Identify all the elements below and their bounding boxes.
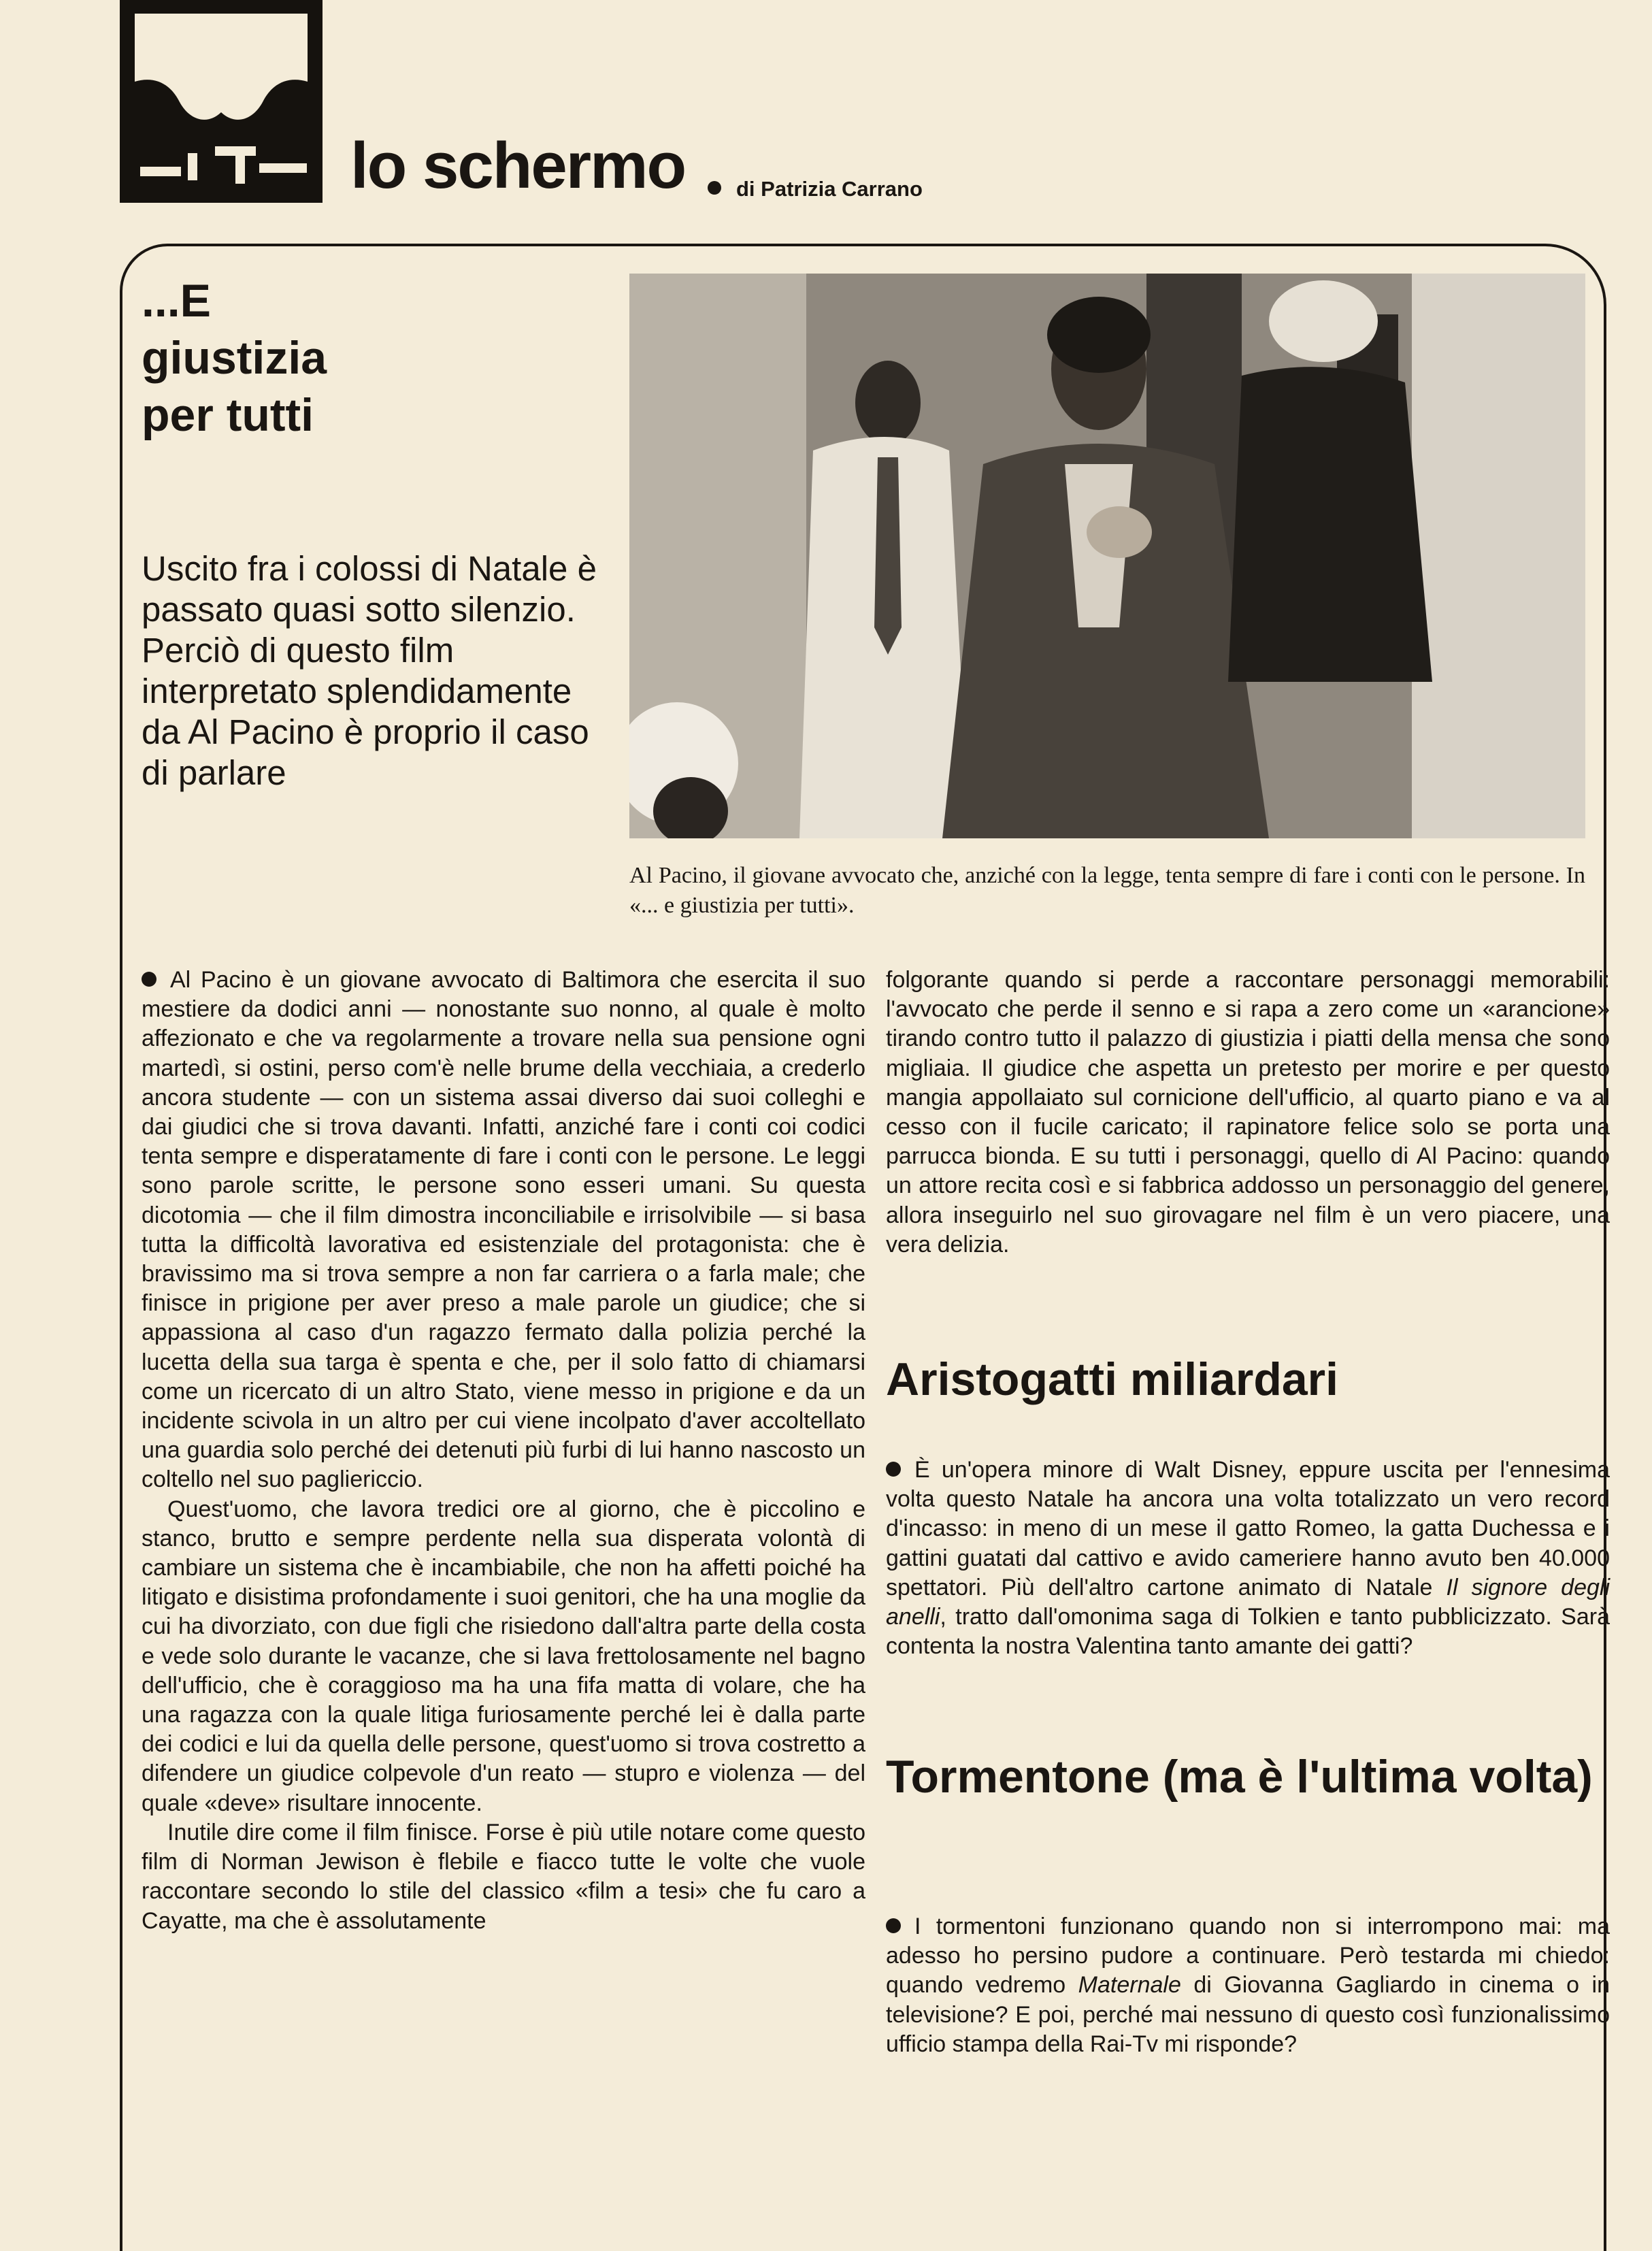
article2-text: , tratto dall'omonima saga di Tolkien e tanto pubblicizzato. Sarà contenta la nostra Valentina tanto amante dei gatti? bbox=[886, 1604, 1610, 1660]
headline-line: ...E bbox=[142, 275, 212, 327]
byline-text: di Patrizia Carrano bbox=[736, 177, 923, 201]
article-paragraph: folgorante quando si perde a raccontare personaggi memorabili: l'avvocato che perde il senno e si rapa a zero come un «arancione» tirando contro tutto il palazzo di giustizia i piatti della mensa che sono migliaia. Il giudice che aspetta un pretesto per morire e per questo mangia appollaiato sul cornicione dell'ufficio, al quarto piano e va al cesso con il fucile caricato; il rapinatore felice solo se porta una parrucca bionda. E su tutti i personaggi, quello di Al Pacino: quando un attore recita così e si fabbrica addosso un personaggio del genere, allora inseguirlo nel suo girovagare nel film è un vero piacere, una vera delizia. bbox=[886, 967, 1610, 1258]
film-still-photo bbox=[629, 274, 1585, 838]
article2-italic: Il signore degli anelli bbox=[886, 1574, 1610, 1630]
article-paragraph bbox=[142, 966, 865, 1495]
bullet-icon bbox=[142, 972, 156, 987]
article2-body bbox=[886, 1456, 1610, 1661]
paragraph-text: Al Pacino è un giovane avvocato di Baltimora che esercita il suo mestiere da dodici anni — nonostante suo nonno, al quale è molto affezionato e che va regolarmente a trovare nella sua pensione ogni martedì, si ostini, perso com'è nelle brume della vecchiaia, a crederlo ancora studente — con un sistema assai diverso dai suoi colleghi e dai giudici che si trova davanti. Infatti, anziché fare i conti coi codici tenta sempre e disperatamente di fare i conti con le persone. Le leggi sono parole scritte, le persone sono esseri umani. Su questa dicotomia — che il film dimostra inconciliabile e irrisolvibile — si basa tutta la difficoltà lavorativa ed esistenziale del protagonista: che è bravissimo ma si trova sempre a non far carriera o a farla male; che finisce in prigione per aver preso a male parole un giudice; che si appassiona al caso d'un ragazzo fermato dalla polizia perché la lucetta della sua targa è spenta e che, per il solo fatto di chiamarsi come un ricercato di un altro Stato, viene messo in prigione e da un incidente scivola in un altro per cui viene incolpato d'aver accoltellato una guardia solo perché dei detenuti più furbi di lui hanno nascosto un coltello nel suo pagliericcio. bbox=[142, 967, 865, 1493]
article3-text: di Giovanna Gagliardo in cinema o in televisione? E poi, perché mai nessuno di questo così funzionalissimo ufficio stampa della Rai-Tv mi risponde? bbox=[886, 1972, 1610, 2057]
section-title: lo schermo bbox=[350, 129, 686, 202]
article3-text: I tormentoni funzionano quando non si interrompono mai: ma adesso ho persino pudore a continuare. Però testarda mi chiedo: quando vedremo bbox=[886, 1913, 1610, 1999]
headline-line: giustizia bbox=[142, 332, 327, 384]
article-paragraph: Inutile dire come il film finisce. Forse è più utile notare come questo film di Norman Jewison è flebile e fiacco tutte le volte che vuole raccontare secondo lo stile del classico «film a tesi» che fu caro a Cayatte, ma che è assolutamente bbox=[142, 1819, 865, 1934]
section-logo bbox=[120, 0, 323, 203]
article-paragraph: Quest'uomo, che lavora tredici ore al giorno, che è piccolino e stanco, brutto e sempre perdente nella sua disperata volontà di cambiare un sistema che è incambiabile, che non ha affetti poiché ha litigato e disistima profondamente i suoi genitori, che ha una moglie da cui ha divorziato, con due figli che risiedono dall'altra parte della costa e vede solo durante le vacanze, che si lava frettolosamente nel bagno dell'ufficio, che è coraggioso ma ha una fifa matta di volare, che ha una ragazza con la quale litiga furiosamente perché lei è dalla parte dei codici e lui da quella delle persone, quest'uomo si trova costretto a difendere un giudice colpevole d'un reato — stupro e violenza — del quale «deve» risultare innocente. bbox=[142, 1496, 865, 1816]
article2-title: Aristogatti miliardari bbox=[886, 1353, 1339, 1405]
article-column-1 bbox=[142, 966, 865, 1936]
article3-italic: Maternale bbox=[1078, 1972, 1181, 1999]
article3-title: Tormentone (ma è l'ultima volta) bbox=[886, 1751, 1593, 1803]
article3-body bbox=[886, 1912, 1610, 2059]
article-headline bbox=[142, 272, 618, 444]
article-column-2 bbox=[886, 966, 1610, 1260]
byline bbox=[708, 178, 923, 199]
bullet-icon bbox=[886, 1918, 901, 1933]
headline-line: per tutti bbox=[142, 389, 314, 441]
article2-text: È un'opera minore di Walt Disney, eppure uscita per l'ennesima volta questo Natale ha ancora una volta totalizzato un vero record d'incasso: in meno di un mese il gatto Romeo, la gatta Duchessa e i gattini guatati dal cattivo e avido cameriere hanno avuto ben 40.000 spettatori. Più dell'altro cartone animato di Natale bbox=[886, 1457, 1610, 1600]
bullet-icon bbox=[886, 1462, 901, 1477]
bullet-icon bbox=[708, 181, 721, 195]
article-lead: Uscito fra i colossi di Natale è passato quasi sotto silenzio. Perciò di questo film interpretato splendidamente da Al Pacino è proprio il caso di parlare bbox=[142, 549, 597, 792]
photo-caption: Al Pacino, il giovane avvocato che, anziché con la legge, tenta sempre di fare i conti con le persone. In «... e giustizia per tutti». bbox=[629, 863, 1585, 918]
